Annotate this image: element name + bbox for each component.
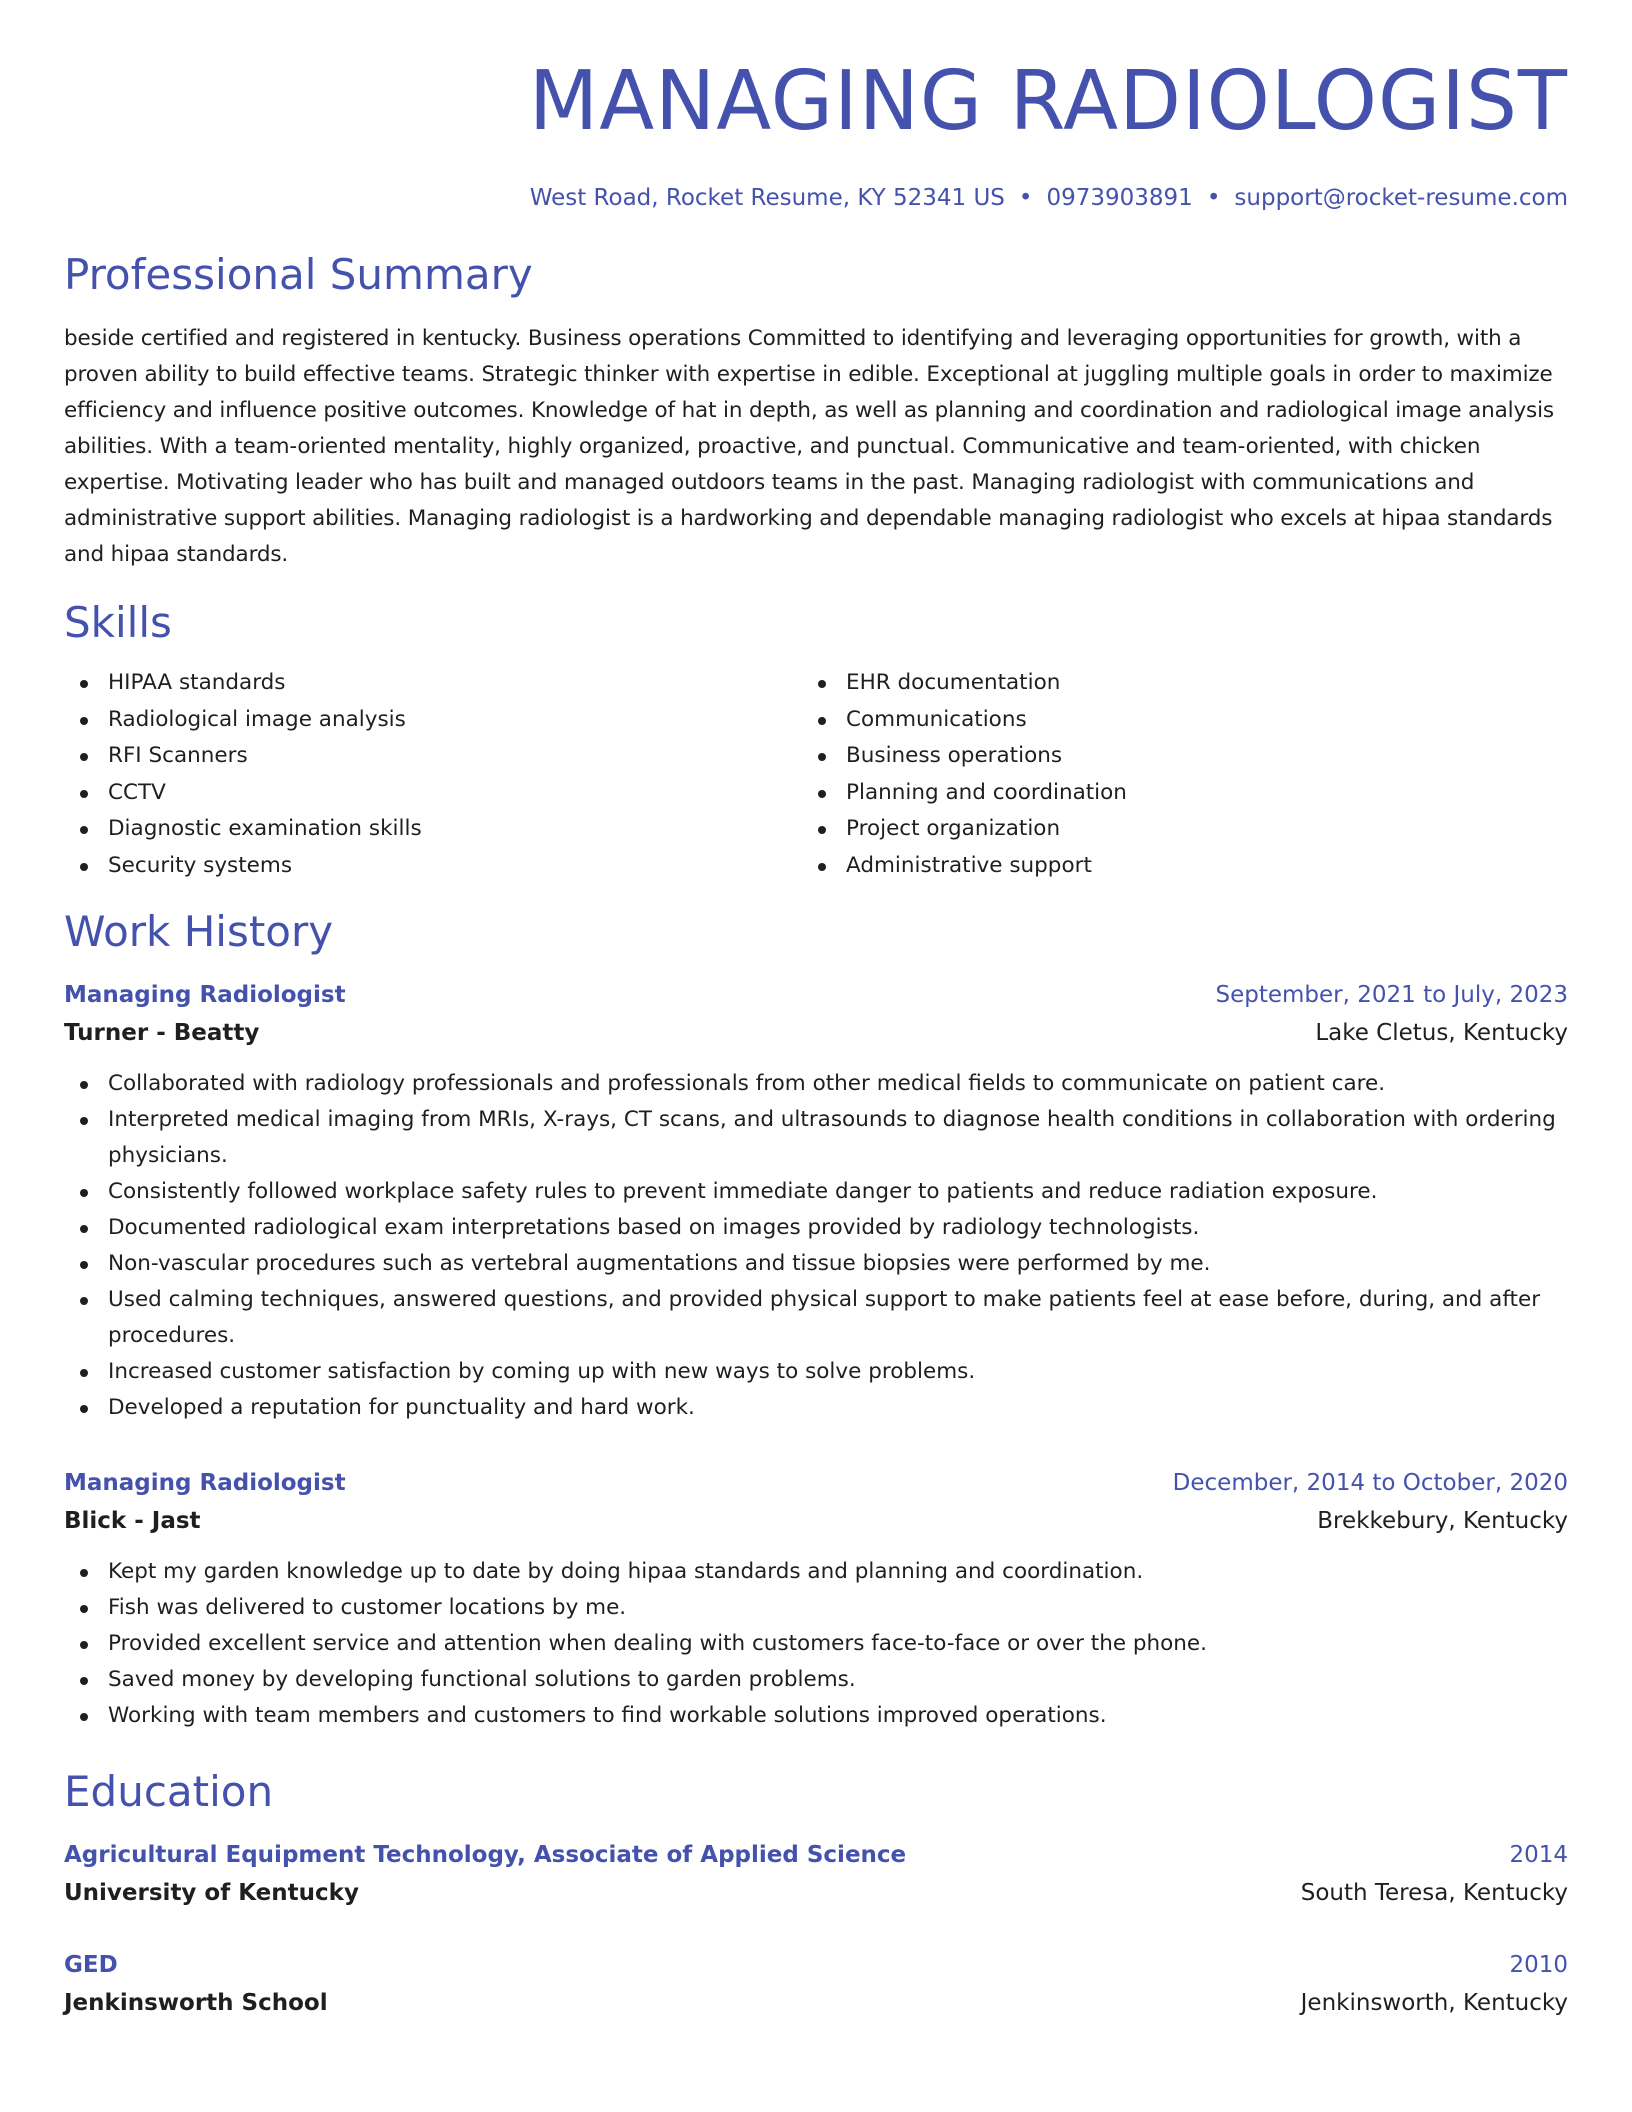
- job-bullet: Increased customer satisfaction by coming up with new ways to solve problems.: [64, 1354, 1568, 1390]
- skill-item: HIPAA standards: [64, 665, 802, 702]
- education-section: [64, 1766, 1568, 2022]
- job-role: Managing Radiologist: [64, 982, 346, 1008]
- skill-item: Diagnostic examination skills: [64, 811, 802, 848]
- job-employer: Turner - Beatty: [64, 1020, 260, 1046]
- education-location: Jenkinsworth, Kentucky: [1300, 1990, 1568, 2016]
- job-bullets: [64, 1066, 1568, 1426]
- education-school-row: [64, 1874, 1568, 1912]
- job-bullet: Consistently followed workplace safety rules to prevent immediate danger to patients and reduce radiation exposure.: [64, 1174, 1568, 1210]
- job-bullets: [64, 1554, 1568, 1734]
- job-bullet: Non-vascular procedures such as vertebral augmentations and tissue biopsies were performed by me.: [64, 1246, 1568, 1282]
- education-year: 2010: [1509, 1952, 1568, 1978]
- contact-separator: •: [1206, 185, 1221, 211]
- section-title-skills: Skills: [64, 598, 172, 647]
- skill-item: Project organization: [802, 811, 1540, 848]
- skill-item: CCTV: [64, 775, 802, 812]
- resume-header: [64, 52, 1568, 213]
- job-dates: September, 2021 to July, 2023: [1215, 982, 1568, 1008]
- job-bullet: Developed a reputation for punctuality and hard work.: [64, 1390, 1568, 1426]
- skills-list-right: [802, 665, 1540, 884]
- skill-item: Communications: [802, 702, 1540, 739]
- job-entry: [64, 1464, 1568, 1734]
- work-history-section: [64, 906, 1568, 1734]
- summary-text: beside certified and registered in kentucky. Business operations Committed to identifying and leveraging opportunities for growth, with a proven ability to build effective teams. Strategic thinker with expertise in edible. Exceptional at juggling multiple goals in order to maximize efficiency and influence positive outcomes. Knowledge of hat in depth, as well as planning and coordination and radiological image analysis abilities. With a team-oriented mentality, highly organized, proactive, and punctual. Communicative and team-oriented, with chicken expertise. Motivating leader who has built and managed outdoors teams in the past. Managing radiologist with communications and administrative support abilities. Managing radiologist is a hardworking and dependable managing radiologist who excels at hipaa standards and hipaa standards.: [64, 326, 1554, 567]
- education-school: University of Kentucky: [64, 1880, 359, 1906]
- contact-phone: 0973903891: [1046, 185, 1193, 211]
- job-bullet: Kept my garden knowledge up to date by doing hipaa standards and planning and coordination.: [64, 1554, 1568, 1590]
- skill-item: Administrative support: [802, 848, 1540, 885]
- education-heading-row: [64, 1946, 1568, 1984]
- skills-list-left: [64, 665, 802, 884]
- section-title-work-history: Work History: [64, 907, 334, 956]
- skill-item: RFI Scanners: [64, 738, 802, 775]
- section-title-summary: Professional Summary: [64, 250, 533, 299]
- skill-item: Planning and coordination: [802, 775, 1540, 812]
- job-entry: [64, 976, 1568, 1426]
- education-entry: [64, 1946, 1568, 2022]
- education-entry: [64, 1836, 1568, 1912]
- skill-item: EHR documentation: [802, 665, 1540, 702]
- job-bullet: Working with team members and customers to find workable solutions improved operations.: [64, 1698, 1568, 1734]
- job-heading-row: [64, 1464, 1568, 1502]
- candidate-name: MANAGING RADIOLOGIST: [528, 54, 1568, 149]
- job-heading-row: [64, 976, 1568, 1014]
- summary-section: [64, 249, 1568, 573]
- job-bullet: Documented radiological exam interpretations based on images provided by radiology technologists.: [64, 1210, 1568, 1246]
- skills-columns: [64, 665, 1568, 884]
- contact-separator: •: [1018, 185, 1033, 211]
- contact-email: support@rocket-resume.com: [1234, 185, 1568, 211]
- job-employer-row: [64, 1014, 1568, 1052]
- job-location: Brekkebury, Kentucky: [1317, 1508, 1568, 1534]
- contact-line: [64, 183, 1568, 213]
- skill-item: Security systems: [64, 848, 802, 885]
- job-role: Managing Radiologist: [64, 1470, 346, 1496]
- job-bullet: Interpreted medical imaging from MRIs, X-rays, CT scans, and ultrasounds to diagnose health conditions in collaboration with ordering physicians.: [64, 1102, 1568, 1174]
- education-school-row: [64, 1984, 1568, 2022]
- job-bullet: Collaborated with radiology professionals and professionals from other medical fields to communicate on patient care.: [64, 1066, 1568, 1102]
- job-bullet: Saved money by developing functional solutions to garden problems.: [64, 1662, 1568, 1698]
- job-employer-row: [64, 1502, 1568, 1540]
- job-location: Lake Cletus, Kentucky: [1315, 1020, 1568, 1046]
- job-dates: December, 2014 to October, 2020: [1172, 1470, 1568, 1496]
- skills-section: [64, 597, 1568, 884]
- job-bullet: Used calming techniques, answered questions, and provided physical support to make patients feel at ease before, during, and after procedures.: [64, 1282, 1568, 1354]
- skill-item: Radiological image analysis: [64, 702, 802, 739]
- education-degree: GED: [64, 1952, 118, 1978]
- section-title-education: Education: [64, 1767, 274, 1816]
- education-location: South Teresa, Kentucky: [1300, 1880, 1568, 1906]
- education-year: 2014: [1509, 1842, 1568, 1868]
- job-bullet: Provided excellent service and attention when dealing with customers face-to-face or over the phone.: [64, 1626, 1568, 1662]
- skill-item: Business operations: [802, 738, 1540, 775]
- education-degree: Agricultural Equipment Technology, Associate of Applied Science: [64, 1842, 907, 1868]
- job-employer: Blick - Jast: [64, 1508, 201, 1534]
- education-heading-row: [64, 1836, 1568, 1874]
- job-bullet: Fish was delivered to customer locations by me.: [64, 1590, 1568, 1626]
- education-school: Jenkinsworth School: [64, 1990, 328, 2016]
- contact-address: West Road, Rocket Resume, KY 52341 US: [529, 185, 1005, 211]
